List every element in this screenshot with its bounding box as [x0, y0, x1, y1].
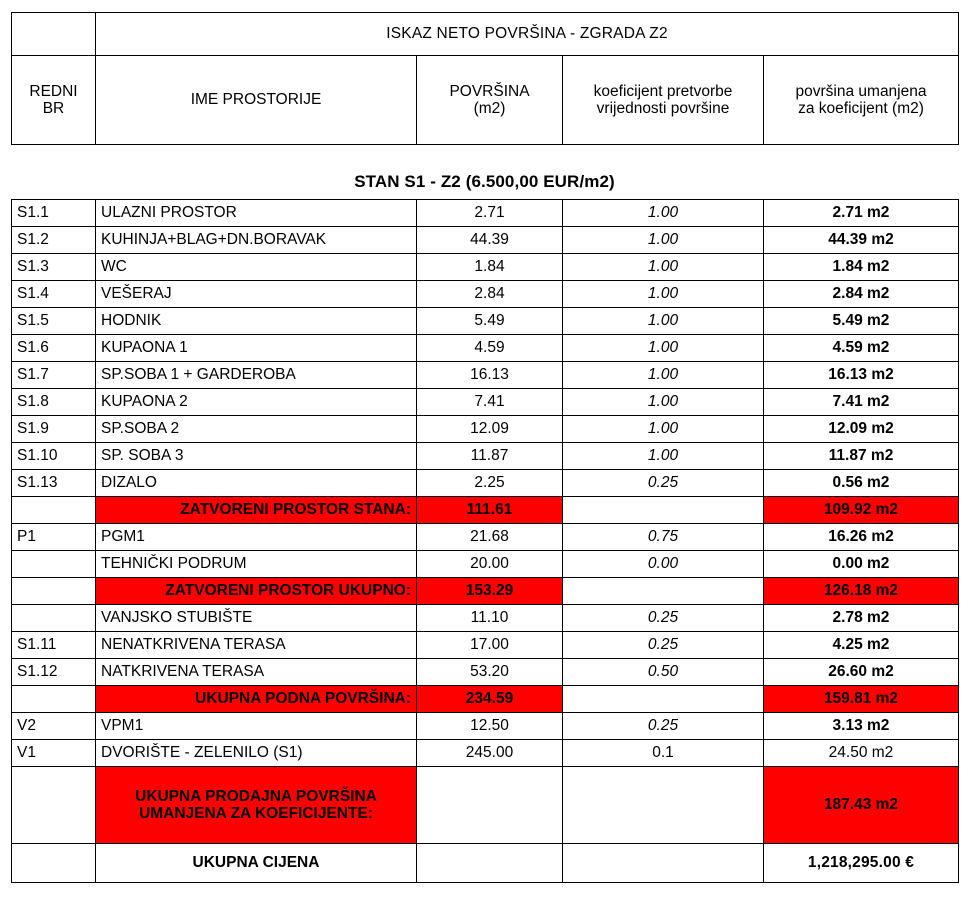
cell-umanjena-povrsina: 4.59 m2 [764, 335, 959, 362]
grand-total-row [12, 767, 959, 844]
cell-umanjena-povrsina: 44.39 m2 [764, 227, 959, 254]
column-header-redni-br-line1: REDNI [29, 82, 78, 100]
cell-ime-prostorije: SP.SOBA 2 [96, 416, 417, 443]
column-header-redni-br-line2: BR [42, 100, 65, 117]
cell-redni-br: S1.11 [12, 632, 96, 659]
cell-ime-prostorije: SP. SOBA 3 [96, 443, 417, 470]
column-header-ime-prostorije: IME PROSTORIJE [96, 56, 417, 145]
table-row [12, 281, 959, 308]
cell-redni-br [12, 605, 96, 632]
column-header-koeficijent-line2: vrijednosti površine [596, 100, 730, 117]
price-value: 1,218,295.00 € [764, 844, 959, 883]
table-row [12, 740, 959, 767]
cell-ime-prostorije: VEŠERAJ [96, 281, 417, 308]
cell-koeficijent: 1.00 [563, 308, 764, 335]
cell-koeficijent: 0.00 [563, 551, 764, 578]
cell-povrsina: 44.39 [417, 227, 563, 254]
subtotal-koeficijent-stana [563, 497, 764, 524]
cell-redni-br: S1.13 [12, 470, 96, 497]
cell-redni-br: P1 [12, 524, 96, 551]
cell-umanjena-povrsina: 26.60 m2 [764, 659, 959, 686]
cell-ime-prostorije: DVORIŠTE - ZELENILO (S1) [96, 740, 417, 767]
cell-umanjena-povrsina: 2.84 m2 [764, 281, 959, 308]
cell-ime-prostorije: DIZALO [96, 470, 417, 497]
subtotal-umanjena-stana: 109.92 m2 [764, 497, 959, 524]
column-header-koeficijent-line1: koeficijent pretvorbe [593, 82, 733, 100]
cell-ime-prostorije: PGM1 [96, 524, 417, 551]
price-label: UKUPNA CIJENA [96, 844, 417, 883]
cell-koeficijent: 0.25 [563, 632, 764, 659]
cell-redni-br: S1.6 [12, 335, 96, 362]
cell-povrsina: 2.25 [417, 470, 563, 497]
table-header [11, 12, 959, 145]
cell-koeficijent: 0.75 [563, 524, 764, 551]
column-header-umanjena-line2: za koeficijent (m2) [798, 100, 924, 117]
cell-umanjena-povrsina: 4.25 m2 [764, 632, 959, 659]
column-header-umanjena [764, 56, 959, 145]
table-row [12, 227, 959, 254]
column-header-povrsina [417, 56, 563, 145]
cell-koeficijent: 1.00 [563, 416, 764, 443]
header-title-row [12, 13, 959, 56]
cell-umanjena-povrsina: 16.13 m2 [764, 362, 959, 389]
cell-umanjena-povrsina: 3.13 m2 [764, 713, 959, 740]
cell-povrsina: 245.00 [417, 740, 563, 767]
cell-umanjena-povrsina: 7.41 m2 [764, 389, 959, 416]
cell-redni-br: S1.3 [12, 254, 96, 281]
subtotal-label-ukupno: ZATVORENI PROSTOR UKUPNO: [96, 578, 417, 605]
cell-povrsina: 17.00 [417, 632, 563, 659]
cell-povrsina: 2.84 [417, 281, 563, 308]
subtotal-umanjena-ukupno: 126.18 m2 [764, 578, 959, 605]
table-row [12, 551, 959, 578]
cell-umanjena-povrsina: 0.00 m2 [764, 551, 959, 578]
cell-redni-br [12, 497, 96, 524]
table-row [12, 416, 959, 443]
page-title: ISKAZ NETO POVRŠINA - ZGRADA Z2 [96, 13, 959, 56]
cell-umanjena-povrsina: 24.50 m2 [764, 740, 959, 767]
cell-povrsina: 11.87 [417, 443, 563, 470]
cell-umanjena-povrsina: 0.56 m2 [764, 470, 959, 497]
subtotal-label-podna: UKUPNA PODNA POVRŠINA: [96, 686, 417, 713]
cell-redni-br: S1.7 [12, 362, 96, 389]
cell-koeficijent: 1.00 [563, 389, 764, 416]
table-row [12, 713, 959, 740]
cell-ime-prostorije: TEHNIČKI PODRUM [96, 551, 417, 578]
header-columns-row [12, 56, 959, 145]
cell-koeficijent: 1.00 [563, 362, 764, 389]
cell-redni-br: S1.9 [12, 416, 96, 443]
cell-ime-prostorije: WC [96, 254, 417, 281]
price-povrsina [417, 844, 563, 883]
cell-umanjena-povrsina: 2.78 m2 [764, 605, 959, 632]
table-row [12, 632, 959, 659]
cell-koeficijent: 1.00 [563, 335, 764, 362]
cell-redni-br [12, 844, 96, 883]
cell-koeficijent: 1.00 [563, 254, 764, 281]
cell-povrsina: 11.10 [417, 605, 563, 632]
cell-redni-br: S1.8 [12, 389, 96, 416]
cell-povrsina: 4.59 [417, 335, 563, 362]
cell-povrsina: 2.71 [417, 200, 563, 227]
cell-redni-br [12, 578, 96, 605]
table-row [12, 389, 959, 416]
cell-redni-br: V2 [12, 713, 96, 740]
subtotal-row [12, 497, 959, 524]
cell-umanjena-povrsina: 16.26 m2 [764, 524, 959, 551]
cell-redni-br: S1.1 [12, 200, 96, 227]
cell-koeficijent: 0.1 [563, 740, 764, 767]
grand-total-label-line1: UKUPNA PRODAJNA POVRŠINA [135, 787, 377, 805]
cell-redni-br: S1.12 [12, 659, 96, 686]
cell-redni-br [12, 767, 96, 844]
cell-povrsina: 1.84 [417, 254, 563, 281]
cell-ime-prostorije: ULAZNI PROSTOR [96, 200, 417, 227]
column-header-redni-br [12, 56, 96, 145]
cell-umanjena-povrsina: 11.87 m2 [764, 443, 959, 470]
cell-umanjena-povrsina: 12.09 m2 [764, 416, 959, 443]
cell-povrsina: 16.13 [417, 362, 563, 389]
section-title: STAN S1 - Z2 (6.500,00 EUR/m2) [354, 172, 615, 191]
subtotal-povrsina-stana: 111.61 [417, 497, 563, 524]
cell-ime-prostorije: HODNIK [96, 308, 417, 335]
cell-koeficijent: 1.00 [563, 281, 764, 308]
cell-povrsina: 7.41 [417, 389, 563, 416]
subtotal-povrsina-podna: 234.59 [417, 686, 563, 713]
cell-ime-prostorije: KUHINJA+BLAG+DN.BORAVAK [96, 227, 417, 254]
cell-povrsina: 12.50 [417, 713, 563, 740]
cell-koeficijent: 0.25 [563, 605, 764, 632]
subtotal-povrsina-ukupno: 153.29 [417, 578, 563, 605]
subtotal-row [12, 686, 959, 713]
cell-koeficijent: 1.00 [563, 200, 764, 227]
table-row [12, 362, 959, 389]
subtotal-label-stana: ZATVORENI PROSTOR STANA: [96, 497, 417, 524]
cell-umanjena-povrsina: 1.84 m2 [764, 254, 959, 281]
cell-ime-prostorije: KUPAONA 2 [96, 389, 417, 416]
cell-redni-br: V1 [12, 740, 96, 767]
cell-redni-br: S1.5 [12, 308, 96, 335]
table-row [12, 308, 959, 335]
cell-koeficijent: 1.00 [563, 227, 764, 254]
cell-redni-br [12, 686, 96, 713]
subtotal-koeficijent-podna [563, 686, 764, 713]
column-header-umanjena-line1: površina umanjena [795, 82, 927, 100]
grand-total-umanjena: 187.43 m2 [764, 767, 959, 844]
cell-redni-br: S1.4 [12, 281, 96, 308]
cell-povrsina: 20.00 [417, 551, 563, 578]
subtotal-koeficijent-ukupno [563, 578, 764, 605]
cell-redni-br: S1.10 [12, 443, 96, 470]
cell-koeficijent: 1.00 [563, 443, 764, 470]
grand-total-koeficijent [563, 767, 764, 844]
grand-total-label-line2: UMANJENA ZA KOEFICIJENTE: [139, 805, 373, 822]
cell-ime-prostorije: VANJSKO STUBIŠTE [96, 605, 417, 632]
cell-koeficijent: 0.25 [563, 470, 764, 497]
cell-redni-br [12, 551, 96, 578]
cell-umanjena-povrsina: 5.49 m2 [764, 308, 959, 335]
table-row [12, 335, 959, 362]
table-areas [11, 199, 959, 883]
cell-umanjena-povrsina: 2.71 m2 [764, 200, 959, 227]
table-row [12, 470, 959, 497]
table-row [12, 200, 959, 227]
cell-povrsina: 12.09 [417, 416, 563, 443]
cell-redni-br: S1.2 [12, 227, 96, 254]
grand-total-povrsina [417, 767, 563, 844]
cell-ime-prostorije: NATKRIVENA TERASA [96, 659, 417, 686]
column-header-povrsina-line2: (m2) [473, 100, 506, 117]
subtotal-umanjena-podna: 159.81 m2 [764, 686, 959, 713]
table-row [12, 659, 959, 686]
cell-koeficijent: 0.25 [563, 713, 764, 740]
cell-ime-prostorije: KUPAONA 1 [96, 335, 417, 362]
subtotal-row [12, 578, 959, 605]
grand-total-label [96, 767, 417, 844]
cell-koeficijent: 0.50 [563, 659, 764, 686]
column-header-koeficijent [563, 56, 764, 145]
column-header-povrsina-line1: POVRŠINA [449, 82, 530, 100]
cell-povrsina: 5.49 [417, 308, 563, 335]
table-row [12, 443, 959, 470]
table-row [12, 605, 959, 632]
cell-ime-prostorije: NENATKRIVENA TERASA [96, 632, 417, 659]
price-row [12, 844, 959, 883]
cell-povrsina: 21.68 [417, 524, 563, 551]
cell-povrsina: 53.20 [417, 659, 563, 686]
cell-ime-prostorije: SP.SOBA 1 + GARDEROBA [96, 362, 417, 389]
table-row [12, 254, 959, 281]
cell-ime-prostorije: VPM1 [96, 713, 417, 740]
price-koeficijent [563, 844, 764, 883]
header-title-spacer [12, 13, 96, 56]
table-row [12, 524, 959, 551]
